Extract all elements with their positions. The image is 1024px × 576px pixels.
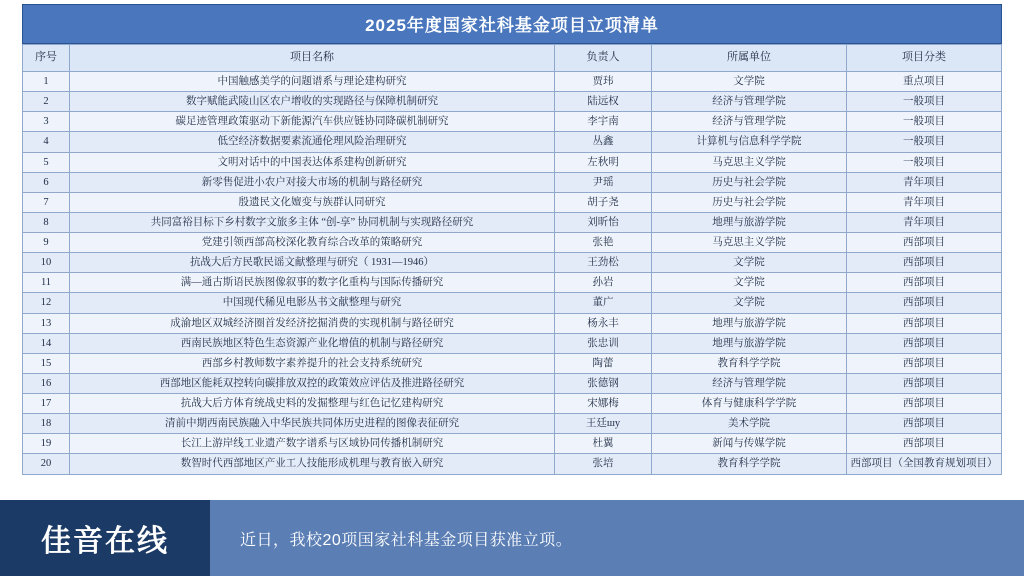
cell-person: 张培: [555, 454, 652, 474]
cell-person: 陶蕾: [555, 353, 652, 373]
brand-box: [0, 500, 210, 576]
cell-no: 9: [23, 233, 70, 253]
cell-unit: 文学院: [652, 72, 847, 92]
cell-unit: 文学院: [652, 293, 847, 313]
cell-no: 19: [23, 434, 70, 454]
cell-no: 15: [23, 353, 70, 373]
cell-unit: 新闻与传媒学院: [652, 434, 847, 454]
spacer: [0, 490, 1024, 500]
bottom-banner: [0, 500, 1024, 576]
column-header-name: 项目名称: [70, 45, 555, 72]
table-row: [23, 112, 1002, 132]
cell-person: 杜翼: [555, 434, 652, 454]
table-row: [23, 353, 1002, 373]
cell-unit: 教育科学学院: [652, 353, 847, 373]
cell-category: 西部项目: [847, 434, 1002, 454]
cell-category: 西部项目: [847, 253, 1002, 273]
cell-category: 一般项目: [847, 152, 1002, 172]
cell-person: 张德钢: [555, 373, 652, 393]
table-row: [23, 454, 1002, 474]
cell-category: 青年项目: [847, 192, 1002, 212]
cell-unit: 计算机与信息科学学院: [652, 132, 847, 152]
cell-category: 西部项目: [847, 293, 1002, 313]
cell-unit: 地理与旅游学院: [652, 313, 847, 333]
cell-person: 胡子尧: [555, 192, 652, 212]
table-header-row: [23, 45, 1002, 72]
table-row: [23, 253, 1002, 273]
cell-person: 陆远权: [555, 92, 652, 112]
cell-unit: 马克思主义学院: [652, 233, 847, 253]
cell-no: 20: [23, 454, 70, 474]
cell-no: 4: [23, 132, 70, 152]
document-title: 2025年度国家社科基金项目立项清单: [22, 4, 1002, 44]
cell-unit: 经济与管理学院: [652, 373, 847, 393]
cell-unit: 教育科学学院: [652, 454, 847, 474]
cell-unit: 经济与管理学院: [652, 92, 847, 112]
column-header-person: 负责人: [555, 45, 652, 72]
cell-person: 董广: [555, 293, 652, 313]
cell-unit: 历史与社会学院: [652, 172, 847, 192]
cell-person: 丛鑫: [555, 132, 652, 152]
cell-no: 10: [23, 253, 70, 273]
cell-name: 党建引领西部高校深化教育综合改革的策略研究: [70, 233, 555, 253]
cell-unit: 经济与管理学院: [652, 112, 847, 132]
table-row: [23, 192, 1002, 212]
cell-no: 11: [23, 273, 70, 293]
table-row: [23, 373, 1002, 393]
table-row: [23, 273, 1002, 293]
cell-category: 青年项目: [847, 212, 1002, 232]
cell-name: 清前中期西南民族融入中华民族共同体历史进程的图像表征研究: [70, 414, 555, 434]
cell-category: 西部项目: [847, 414, 1002, 434]
cell-category: 重点项目: [847, 72, 1002, 92]
cell-person: 张忠训: [555, 333, 652, 353]
cell-name: 抗战大后方民歌民谣文献整理与研究（ 1931—1946）: [70, 253, 555, 273]
cell-name: 长江上游岸线工业遗产数字谱系与区域协同传播机制研究: [70, 434, 555, 454]
table-row: [23, 72, 1002, 92]
cell-name: 殷遗民文化嬗变与族群认同研究: [70, 192, 555, 212]
cell-no: 17: [23, 394, 70, 414]
cell-no: 3: [23, 112, 70, 132]
table-row: [23, 394, 1002, 414]
cell-unit: 地理与旅游学院: [652, 333, 847, 353]
cell-name: 数字赋能武陵山区农户增收的实现路径与保障机制研究: [70, 92, 555, 112]
table-row: [23, 212, 1002, 232]
table-row: [23, 414, 1002, 434]
cell-person: 王廷шу: [555, 414, 652, 434]
cell-no: 8: [23, 212, 70, 232]
table-row: [23, 333, 1002, 353]
cell-unit: 马克思主义学院: [652, 152, 847, 172]
cell-unit: 文学院: [652, 253, 847, 273]
cell-unit: 地理与旅游学院: [652, 212, 847, 232]
cell-unit: 历史与社会学院: [652, 192, 847, 212]
cell-category: 一般项目: [847, 92, 1002, 112]
cell-name: 新零售促进小农户对接大市场的机制与路径研究: [70, 172, 555, 192]
cell-name: 西南民族地区特色生态资源产业化增值的机制与路径研究: [70, 333, 555, 353]
brand-label: 佳音在线: [41, 525, 169, 558]
cell-category: 一般项目: [847, 132, 1002, 152]
cell-no: 2: [23, 92, 70, 112]
cell-name: 文明对话中的中国表达体系建构创新研究: [70, 152, 555, 172]
cell-person: 孙岩: [555, 273, 652, 293]
cell-category: 西部项目: [847, 394, 1002, 414]
column-header-category: 项目分类: [847, 45, 1002, 72]
cell-category: 青年项目: [847, 172, 1002, 192]
cell-no: 13: [23, 313, 70, 333]
cell-no: 7: [23, 192, 70, 212]
cell-no: 12: [23, 293, 70, 313]
cell-category: 西部项目: [847, 313, 1002, 333]
cell-person: 尹瑶: [555, 172, 652, 192]
cell-name: 西部地区能耗双控转向碳排放双控的政策效应评估及推进路径研究: [70, 373, 555, 393]
cell-person: 宋娜梅: [555, 394, 652, 414]
cell-no: 18: [23, 414, 70, 434]
table-row: [23, 434, 1002, 454]
cell-person: 张艳: [555, 233, 652, 253]
cell-name: 数智时代西部地区产业工人技能形成机理与教育嵌入研究: [70, 454, 555, 474]
cell-person: 刘昕怡: [555, 212, 652, 232]
cell-unit: 体育与健康科学学院: [652, 394, 847, 414]
cell-no: 14: [23, 333, 70, 353]
table-row: [23, 172, 1002, 192]
cell-person: 贾玮: [555, 72, 652, 92]
table-row: [23, 132, 1002, 152]
column-header-no: 序号: [23, 45, 70, 72]
cell-category: 西部项目: [847, 353, 1002, 373]
cell-no: 6: [23, 172, 70, 192]
cell-name: 满—通古斯语民族图像叙事的数字化重构与国际传播研究: [70, 273, 555, 293]
banner-caption: 近日，我校20项国家社科基金项目获准立项。: [240, 531, 573, 549]
cell-name: 抗战大后方体育统战史料的发掘整理与红色记忆建构研究: [70, 394, 555, 414]
cell-no: 16: [23, 373, 70, 393]
cell-category: 西部项目: [847, 273, 1002, 293]
cell-name: 西部乡村教师数字素养提升的社会支持系统研究: [70, 353, 555, 373]
cell-category: 西部项目: [847, 333, 1002, 353]
cell-unit: 美术学院: [652, 414, 847, 434]
table-row: [23, 152, 1002, 172]
project-list-table: [22, 44, 1002, 475]
project-list-block: [22, 4, 1002, 475]
table-row: [23, 92, 1002, 112]
cell-category: 一般项目: [847, 112, 1002, 132]
cell-category: 西部项目（全国教育规划项目）: [847, 454, 1002, 474]
cell-name: 中国触感美学的问题谱系与理论建构研究: [70, 72, 555, 92]
cell-unit: 文学院: [652, 273, 847, 293]
table-body: [23, 72, 1002, 475]
table-row: [23, 313, 1002, 333]
cell-person: 李宇南: [555, 112, 652, 132]
cell-name: 低空经济数据要素流通伦理风险治理研究: [70, 132, 555, 152]
cell-name: 共同富裕目标下乡村数字文旅多主体 “创-享” 协同机制与实现路径研究: [70, 212, 555, 232]
cell-person: 杨永丰: [555, 313, 652, 333]
cell-name: 中国现代稀见电影丛书文献整理与研究: [70, 293, 555, 313]
cell-no: 1: [23, 72, 70, 92]
cell-person: 左秋明: [555, 152, 652, 172]
table-row: [23, 233, 1002, 253]
cell-category: 西部项目: [847, 373, 1002, 393]
table-header: [23, 45, 1002, 72]
cell-person: 王劲松: [555, 253, 652, 273]
column-header-unit: 所属单位: [652, 45, 847, 72]
cell-no: 5: [23, 152, 70, 172]
table-row: [23, 293, 1002, 313]
cell-name: 碳足迹管理政策驱动下新能源汽车供应链协同降碳机制研究: [70, 112, 555, 132]
cell-category: 西部项目: [847, 233, 1002, 253]
cell-name: 成渝地区双城经济圈首发经济挖掘消费的实现机制与路径研究: [70, 313, 555, 333]
